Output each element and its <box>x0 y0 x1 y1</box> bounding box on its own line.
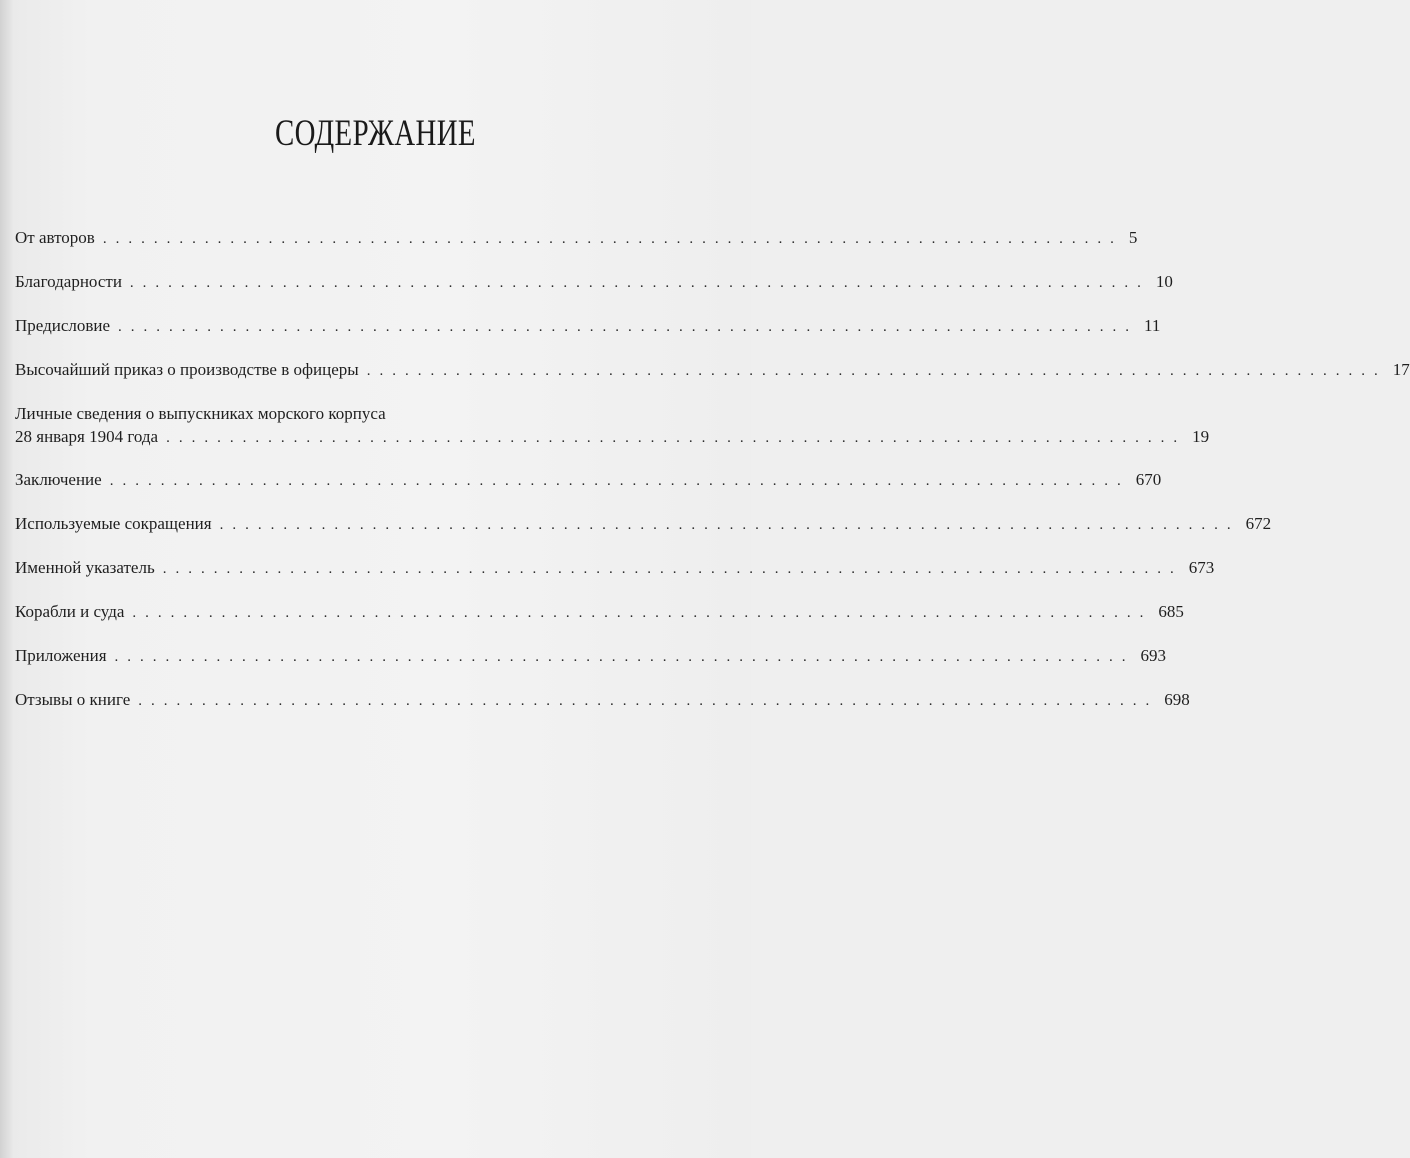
toc-entry <box>15 646 1167 667</box>
toc-entry-page: 673 <box>1188 558 1215 577</box>
toc-entry-label: Корабли и суда <box>15 602 125 621</box>
toc-entry <box>15 228 1138 249</box>
toc-entry-label: Приложения <box>15 646 107 665</box>
dot-leader: ................................................................................ <box>366 363 1387 379</box>
dot-leader: ................................................................................ <box>132 605 1153 621</box>
table-of-contents <box>15 228 1410 734</box>
toc-entry-label: Именной указатель <box>15 558 155 577</box>
toc-entry-page: 698 <box>1164 690 1190 709</box>
toc-entry-label: Отзывы о книге <box>15 690 131 709</box>
toc-entry-label-line1: Личные сведения о выпускниках морского корпуса <box>15 404 386 423</box>
toc-entry-page: 11 <box>1144 316 1161 335</box>
page-title: СОДЕРЖАНИЕ <box>275 113 476 154</box>
toc-entry-page: 5 <box>1128 228 1138 247</box>
toc-entry <box>15 360 1410 381</box>
dot-leader: ................................................................................ <box>102 231 1123 247</box>
dot-leader: ................................................................................ <box>118 319 1139 335</box>
toc-entry-label: Заключение <box>15 470 102 489</box>
dot-leader: ................................................................................ <box>138 693 1159 709</box>
dot-leader: ................................................................................ <box>109 473 1130 489</box>
dot-leader: ................................................................................ <box>219 517 1240 533</box>
toc-entry-label: 28 января 1904 года <box>15 427 159 446</box>
dot-leader: ................................................................................ <box>162 561 1183 577</box>
toc-entry-page: 17 <box>1392 360 1410 379</box>
spine-shadow <box>0 0 14 1158</box>
toc-entry-page: 670 <box>1135 470 1162 489</box>
dot-leader: ................................................................................ <box>129 275 1150 291</box>
toc-entry <box>15 514 1272 535</box>
toc-entry <box>15 558 1215 579</box>
toc-entry-page: 693 <box>1140 646 1167 665</box>
toc-entry-label: Высочайший приказ о производстве в офицеры <box>15 360 359 379</box>
dot-leader: ................................................................................ <box>166 430 1187 446</box>
toc-entry <box>15 602 1184 623</box>
toc-entry <box>15 404 1210 448</box>
toc-entry-page: 19 <box>1192 427 1210 446</box>
toc-entry-page: 672 <box>1245 514 1272 533</box>
toc-entry-label: Предисловие <box>15 316 111 335</box>
toc-entry-page: 10 <box>1155 272 1173 291</box>
toc-entry-label: Благодарности <box>15 272 122 291</box>
toc-entry <box>15 690 1190 711</box>
toc-entry <box>15 316 1161 337</box>
toc-entry-label: От авторов <box>15 228 95 247</box>
dot-leader: ................................................................................ <box>114 649 1135 665</box>
toc-entry <box>15 272 1173 293</box>
toc-entry-label: Используемые сокращения <box>15 514 212 533</box>
toc-entry-page: 685 <box>1158 602 1184 621</box>
toc-entry <box>15 470 1162 491</box>
